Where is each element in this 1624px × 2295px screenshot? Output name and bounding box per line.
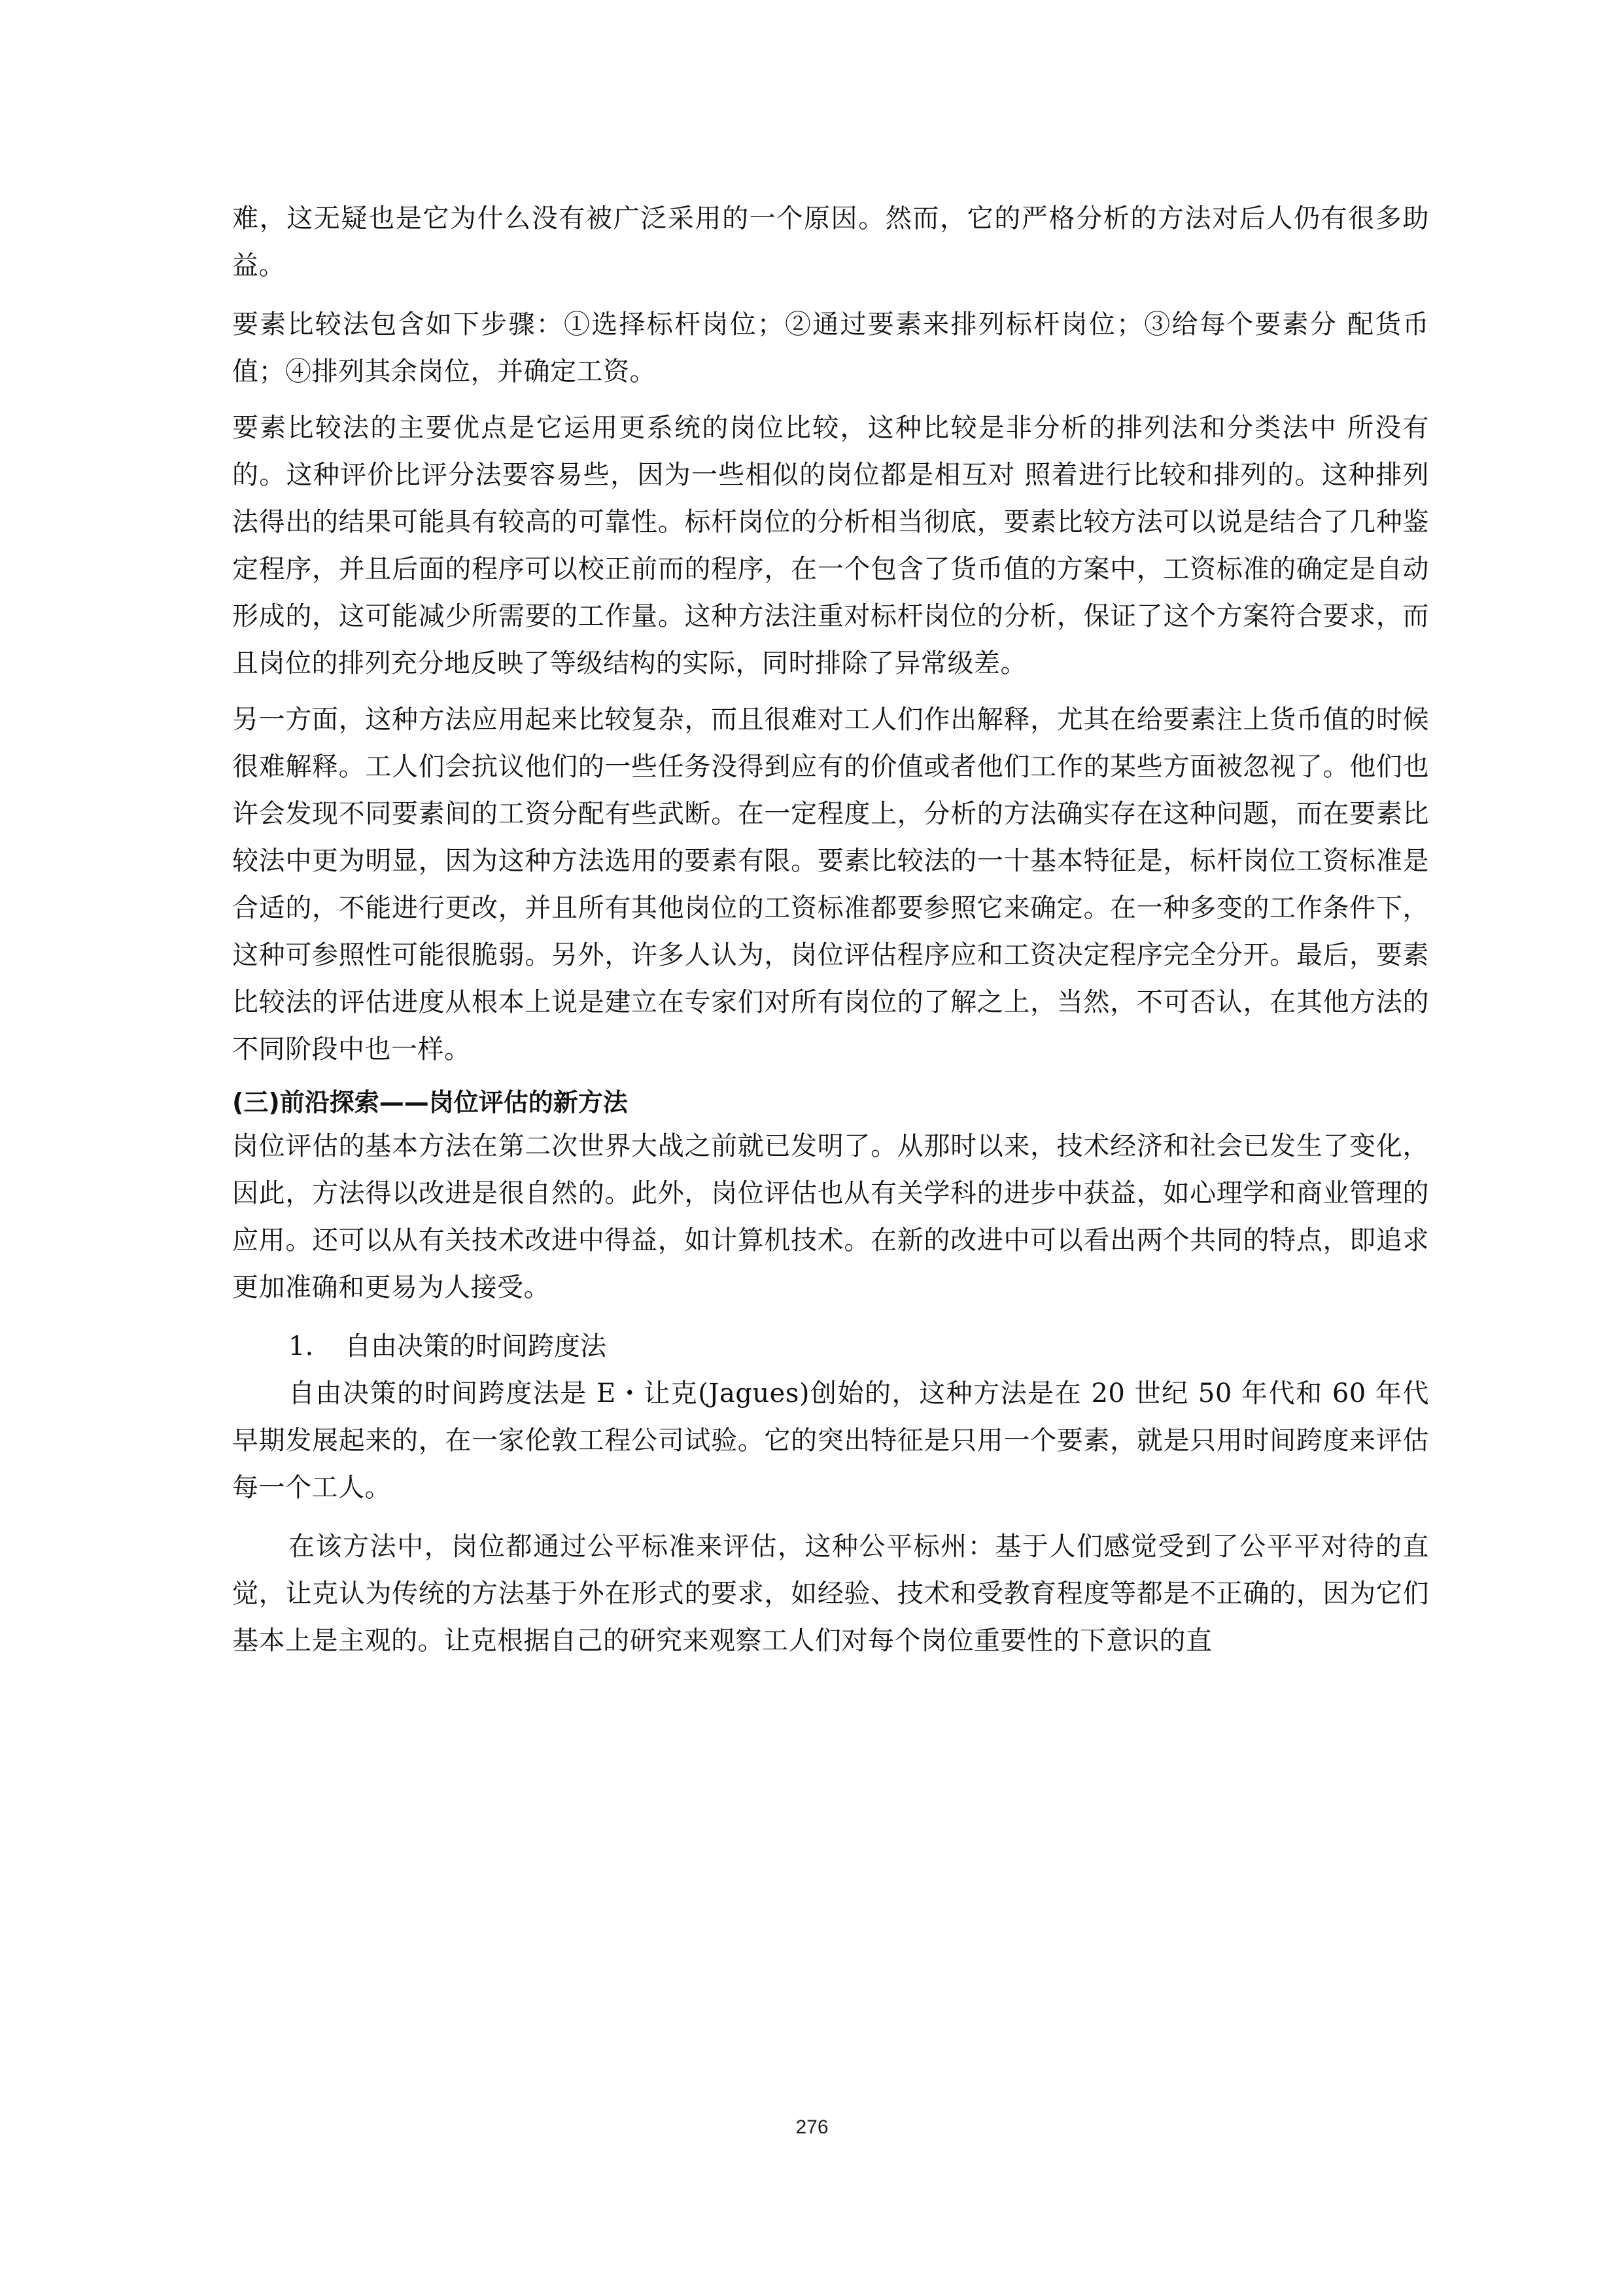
list-item-title: 自由决策的时间跨度法 — [345, 1331, 606, 1361]
paragraph-continuation: 难，这无疑也是它为什么没有被广泛采用的一个原因。然而，它的严格分析的方法对后人仍有很多助益。 — [232, 203, 1429, 281]
paragraph-time-span-intro: 自由决策的时间跨度法是 E・让克(Jagues)创始的，这种方法是在 20 世纪 50 年代和 60 年代早期发展起来的，在一家伦敦工程公司试验。它的突出特征是只用一个要素，就是只用时间跨度来评估每一个工人。 — [232, 1378, 1429, 1503]
list-item-time-span — [232, 1323, 1429, 1370]
page-number: 276 — [795, 2116, 829, 2138]
paragraph-advantages: 要素比较法的主要优点是它运用更系统的岗位比较，这种比较是非分析的排列法和分类法中 所没有的。这种评价比评分法要容易些，因为一些相似的岗位都是相互对 照着进行比较和排列的。这种排列法得出的结果可能具有较高的可靠性。标杆岗位的分析相当彻底，要素比较方法可以说是结合了几种鉴定程序，并且后面的程序可以校正前而的程序，在一个包含了货币值的方案中，工资标准的确定是自动形成的，这可能减少所需要的工作量。这种方法注重对标杆岗位的分析，保证了这个方案符合要求，而且岗位的排列充分地反映了等级结构的实际，同时排除了异常级差。 — [232, 413, 1429, 678]
list-item-number: 1. — [288, 1331, 314, 1361]
page-body — [232, 195, 1429, 1664]
section-heading: (三)前沿探索——岗位评估的新方法 — [232, 1088, 628, 1117]
paragraph-steps: 要素比较法包含如下步骤：①选择标杆岗位；②通过要素来排列标杆岗位；③给每个要素分 配货币值；④排列其余岗位，并确定工资。 — [232, 309, 1429, 387]
paragraph-disadvantages: 另一方面，这种方法应用起来比较复杂，而且很难对工人们作出解释，尤其在给要素注上货币值的时候很难解释。工人们会抗议他们的一些任务没得到应有的价值或者他们工作的某些方面被忽视了。他们也许会发现不同要素间的工资分配有些武断。在一定程度上，分析的方法确实存在这种问题，而在要素比较法中更为明显，因为这种方法选用的要素有限。要素比较法的一十基本特征是，标杆岗位工资标准是合适的，不能进行更改，并且所有其他岗位的工资标准都要参照它来确定。在一种多变的工作条件下，这种可参照性可能很脆弱。另外，许多人认为，岗位评估程序应和工资决定程序完全分开。最后，要素比较法的评估进度从根本上说是建立在专家们对所有岗位的了解之上，当然，不可否认，在其他方法的不同阶段中也一样。 — [232, 705, 1429, 1064]
paragraph-time-span-detail: 在该方法中，岗位都通过公平标准来评估，这种公平标州：基于人们感觉受到了公平平对待的直觉，让克认为传统的方法基于外在形式的要求，如经验、技术和受教育程度等都是不正确的，因为它们基本上是主观的。让克根据自己的研究来观察工人们对每个岗位重要性的下意识的直 — [232, 1532, 1429, 1656]
paragraph-new-methods: 岗位评估的基本方法在第二次世界大战之前就已发明了。从那时以来，技术经济和社会已发生了变化，因此，方法得以改进是很自然的。此外，岗位评估也从有关学科的进步中获益，如心理学和商业管理的应用。还可以从有关技术改进中得益，如计算机技术。在新的改进中可以看出两个共同的特点，即追求更加准确和更易为人接受。 — [232, 1131, 1429, 1303]
